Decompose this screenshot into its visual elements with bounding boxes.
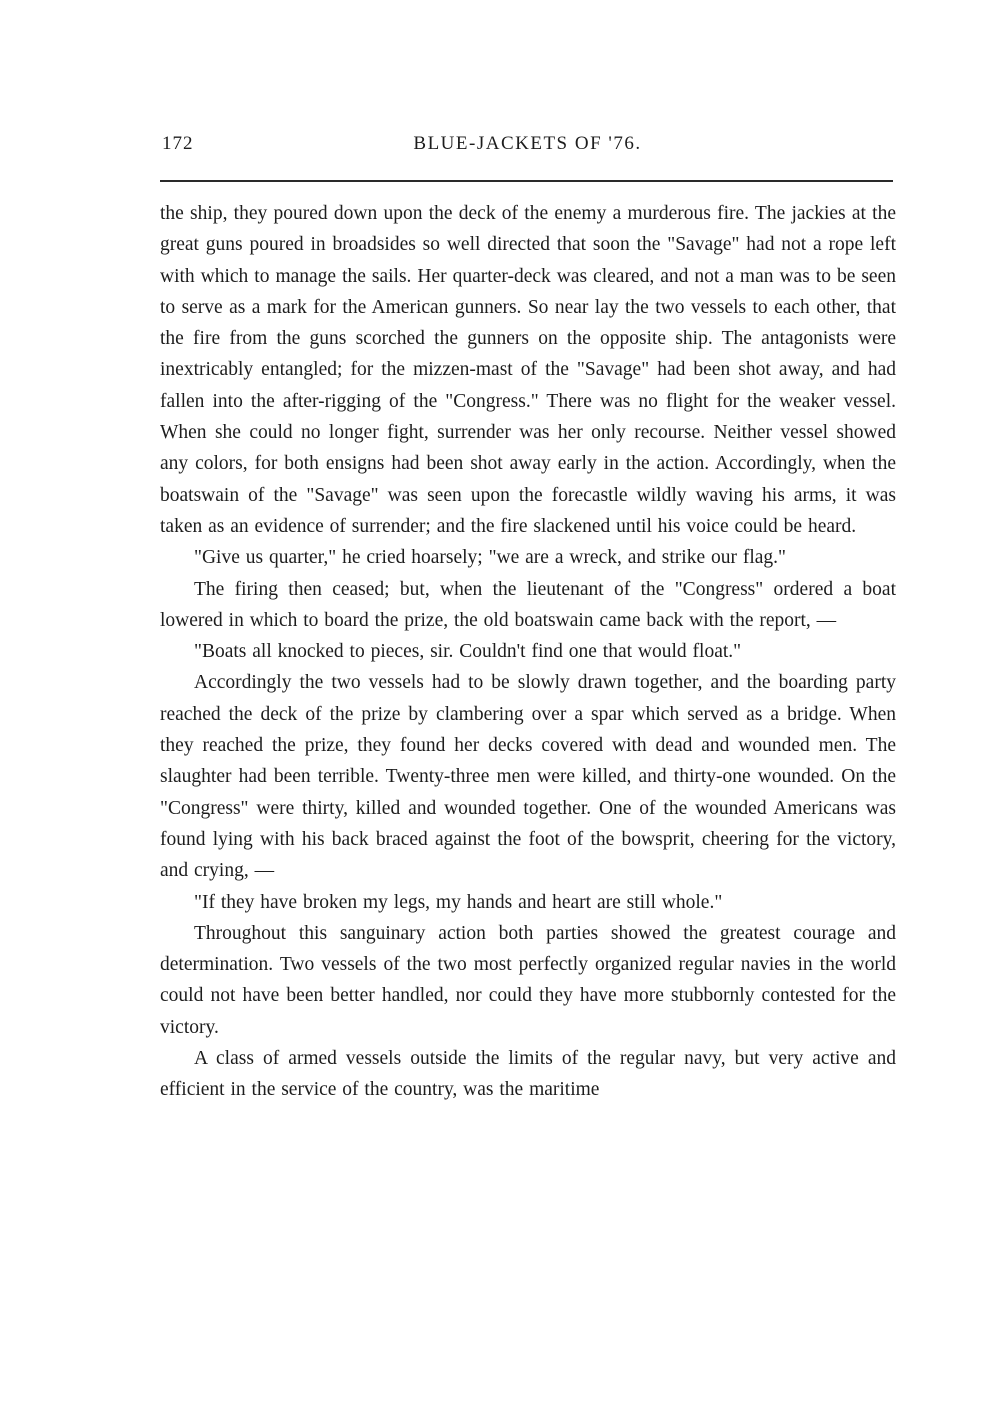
paragraph: the ship, they poured down upon the deck of the enemy a murderous fire. The jackies at the great guns poured in broadsides so well directed that soon the "Savage" had not a rope left with which to manage the sails. Her quarter-deck was cleared, and not a man was to be seen to serve as a mark for the American gunners. So near lay the two vessels to each other, that the fire from the guns scorched the gunners on the opposite ship. The antagonists were inextricably entangled; for the mizzen-mast of the "Savage" had been shot away, and had fallen into the after-rigging of the "Congress." There was no flight for the weaker vessel. When she could no longer fight, surrender was her only recourse. Neither vessel showed any colors, for both ensigns had been shot away early in the action. Accordingly, when the boatswain of the "Savage" was seen upon the forecastle wildly waving his arms, it was taken as an evidence of surrender; and the fire slackened until his voice could be heard. [160,203,896,537]
paragraph: Accordingly the two vessels had to be slowly drawn together, and the boarding party reached the deck of the prize by clambering over a spar which served as a bridge. When they reached the prize, they found her decks covered with dead and wounded men. The slaughter had been terrible. Twenty-three men were killed, and thirty-one wounded. On the "Congress" were thirty, killed and wounded together. One of the wounded Americans was found lying with his back braced against the foot of the bowsprit, cheering for the victory, and crying, — [160,672,896,882]
body-text [160,198,896,1106]
running-title: BLUE-JACKETS OF '76. [413,133,642,154]
paragraph: "Boats all knocked to pieces, sir. Couldn't find one that would float." [194,641,742,663]
paragraph: A class of armed vessels outside the limits of the regular navy, but very active and efficient in the service of the country, was the maritime [160,1048,896,1101]
paragraph: "If they have broken my legs, my hands and heart are still whole." [194,891,723,913]
paragraph: The firing then ceased; but, when the lieutenant of the "Congress" ordered a boat lowered in which to board the prize, the old boatswain came back with the report, — [160,578,896,631]
paragraph: Throughout this sanguinary action both parties showed the greatest courage and determination. Two vessels of the two most perfectly organized regular navies in the world could not have been better handled, nor could they have more stubbornly contested for the victory. [160,922,896,1038]
page-number: 172 [162,133,194,154]
header-rule [160,180,893,182]
page-header [160,133,895,163]
paragraph: "Give us quarter," he cried hoarsely; "we are a wreck, and strike our flag." [194,547,786,569]
